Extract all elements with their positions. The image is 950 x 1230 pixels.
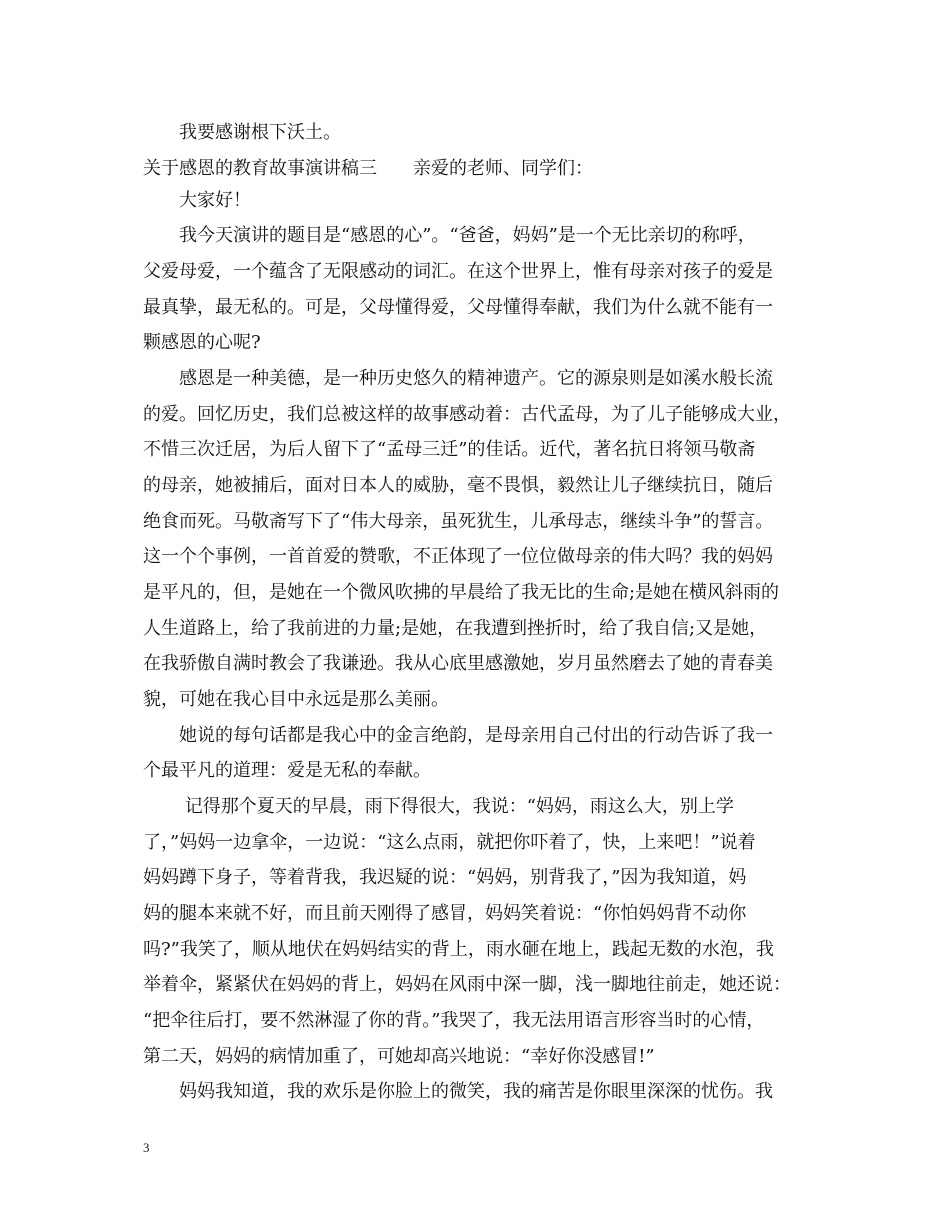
text-line: 妈妈我知道，我的欢乐是你脸上的微笑，我的痛苦是你眼里深深的忧伤。我 <box>143 1081 773 1102</box>
text-line: 了，”妈妈一边拿伞，一边说：“这么点雨，就把你吓着了，快，上来吧！”说着 <box>143 832 756 853</box>
text-line: 我要感谢根下沃土。 <box>143 122 341 143</box>
text-line: 关于感恩的教育故事演讲稿三 亲爱的老师、同学们： <box>143 158 593 179</box>
text-line: 感恩是一种美德，是一种历史悠久的精神遗产。它的源泉则是如溪水般长流 <box>143 368 773 389</box>
text-line: 的母亲，她被捕后，面对日本人的威胁，毫不畏惧，毅然让儿子继续抗日，随后 <box>143 475 773 496</box>
text-line: 貌，可她在我心目中永远是那么美丽。 <box>143 689 449 710</box>
text-line: 举着伞，紧紧伏在妈妈的背上，妈妈在风雨中深一脚，浅一脚地往前走，她还说： <box>143 974 791 995</box>
text-line: 最真挚，最无私的。可是，父母懂得爱，父母懂得奉献，我们为什么就不能有一 <box>143 297 773 318</box>
text-line: 颗感恩的心呢? <box>143 332 261 353</box>
text-line: 人生道路上，给了我前进的力量;是她，在我遭到挫折时，给了我自信;又是她， <box>143 618 768 639</box>
text-line: 不惜三次迁居，为后人留下了“孟母三迁”的佳话。近代，著名抗日将领马敬斋 <box>143 439 756 460</box>
page-number: 3 <box>143 1140 150 1155</box>
text-line: “把伞往后打，要不然淋湿了你的背。”我哭了，我无法用语言形容当时的心情， <box>143 1010 765 1031</box>
text-line: 她说的每句话都是我心中的金言绝韵，是母亲用自己付出的行动告诉了我一 <box>143 725 773 746</box>
text-line: 在我骄傲自满时教会了我谦逊。我从心底里感激她，岁月虽然磨去了她的青春美 <box>143 653 773 674</box>
text-line: 父爱母爱，一个蕴含了无限感动的词汇。在这个世界上，惟有母亲对孩子的爱是 <box>143 261 773 282</box>
text-line: 个最平凡的道理：爱是无私的奉献。 <box>143 760 431 781</box>
text-line: 大家好！ <box>143 190 251 211</box>
text-line: 妈的腿本来就不好，而且前天刚得了感冒，妈妈笑着说：“你怕妈妈背不动你 <box>143 903 747 924</box>
text-line: 绝食而死。马敬斋写下了“伟大母亲，虽死犹生，儿承母志，继续斗争”的誓言。 <box>143 511 774 532</box>
text-line: 第二天，妈妈的病情加重了，可她却高兴地说：“幸好你没感冒!” <box>143 1046 655 1067</box>
text-line: 的爱。回忆历史，我们总被这样的故事感动着：古代孟母，为了儿子能够成大业， <box>143 404 791 425</box>
text-line: 是平凡的，但，是她在一个微风吹拂的早晨给了我无比的生命;是她在横风斜雨的 <box>143 582 780 603</box>
text-line: 记得那个夏天的早晨，雨下得很大，我说：“妈妈，雨这么大，别上学 <box>143 796 734 817</box>
text-line: 这一个个事例，一首首爱的赞歌，不正体现了一位位做母亲的伟大吗？我的妈妈 <box>143 546 773 567</box>
text-line: 我今天演讲的题目是“感恩的心”。“爸爸，妈妈”是一个无比亲切的称呼， <box>143 225 756 246</box>
text-line: 吗?”我笑了，顺从地伏在妈妈结实的背上，雨水砸在地上，践起无数的水泡，我 <box>143 939 774 960</box>
text-line: 妈妈蹲下身子，等着背我，我迟疑的说：“妈妈，别背我了，”因为我知道，妈 <box>143 867 747 888</box>
